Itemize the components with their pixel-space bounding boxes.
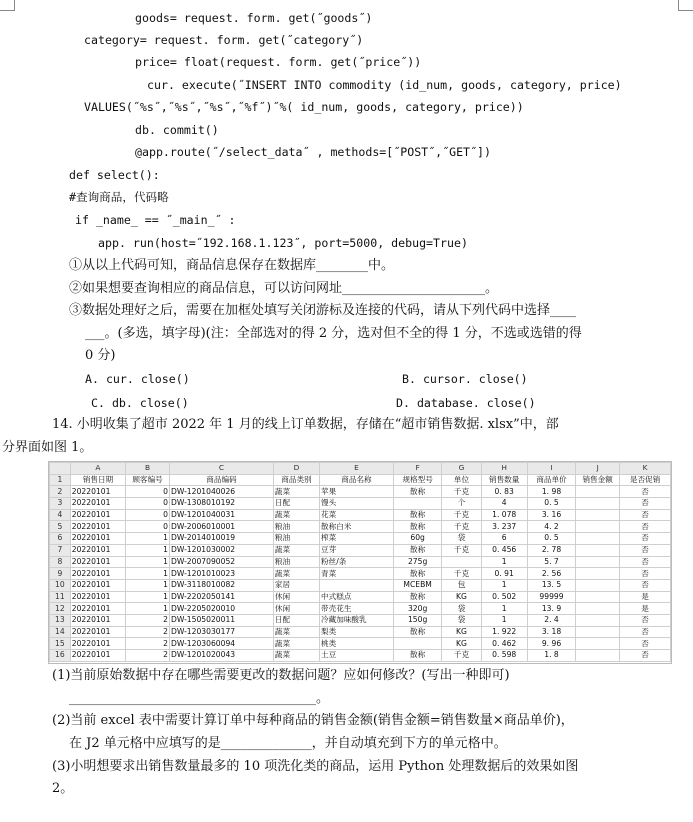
row-number: 3 xyxy=(50,498,71,510)
column-header: J xyxy=(576,463,620,475)
code-line-def-select: def select(): xyxy=(69,168,160,182)
table-cell: 9. 96 xyxy=(527,638,575,650)
table-cell xyxy=(576,486,620,498)
table-cell: 销售数量 xyxy=(481,474,527,486)
table-cell: 1 xyxy=(481,614,527,626)
table-cell: 是否促销 xyxy=(620,474,671,486)
table-cell: 20220101 xyxy=(70,509,125,521)
table-cell: 梨类 xyxy=(320,626,394,638)
table-cell: 青菜 xyxy=(320,568,394,580)
table-cell: 0. 502 xyxy=(481,591,527,603)
table-cell: 0. 598 xyxy=(481,650,527,662)
table-cell: 1 xyxy=(481,603,527,615)
table-cell: 否 xyxy=(620,556,671,568)
table-cell: DW-2205020010 xyxy=(170,603,274,615)
table-cell: 千克 xyxy=(442,544,481,556)
table-cell: 蔬菜 xyxy=(273,544,319,556)
table-cell: 单位 xyxy=(442,474,481,486)
table-cell: 0. 91 xyxy=(481,568,527,580)
table-cell xyxy=(576,544,620,556)
table-cell: 60g xyxy=(393,533,441,545)
row-number: 6 xyxy=(50,533,71,545)
option-b: B. cursor. close() xyxy=(402,372,528,386)
table-cell: 否 xyxy=(620,626,671,638)
table-row xyxy=(50,638,671,650)
code-line-route: @app.route(˝/select_data˝ , methods=[˝POST˝,˝GET˝]) xyxy=(135,145,491,159)
table-cell xyxy=(576,556,620,568)
table-cell: 2 xyxy=(126,626,170,638)
table-cell: 土豆 xyxy=(320,650,394,662)
page-corner-mark-left xyxy=(0,0,15,11)
table-cell: 2. 56 xyxy=(527,568,575,580)
table-cell: 275g xyxy=(393,556,441,568)
table-cell: 散称 xyxy=(393,650,441,662)
table-cell xyxy=(576,591,620,603)
table-cell: 20220101 xyxy=(70,533,125,545)
column-header: I xyxy=(527,463,575,475)
table-cell: 散称 xyxy=(393,568,441,580)
table-cell xyxy=(576,650,620,662)
table-cell: 蔬菜 xyxy=(273,638,319,650)
table-cell: 粮油 xyxy=(273,533,319,545)
table-cell xyxy=(576,638,620,650)
table-row xyxy=(50,498,671,510)
table-cell: 1 xyxy=(126,603,170,615)
table-cell: 2 xyxy=(126,650,170,662)
table-cell: 1. 98 xyxy=(527,486,575,498)
table-cell: 散称 xyxy=(393,626,441,638)
table-cell: 花菜 xyxy=(320,509,394,521)
column-header: B xyxy=(126,463,170,475)
table-cell: 0 xyxy=(126,498,170,510)
header-row xyxy=(50,474,671,486)
table-cell: 冷藏加味酸乳 xyxy=(320,614,394,626)
table-cell: 袋 xyxy=(442,614,481,626)
table-cell: DW-2007090052 xyxy=(170,556,274,568)
table-cell: 否 xyxy=(620,614,671,626)
table-cell: 0. 462 xyxy=(481,638,527,650)
table-cell: 休闲 xyxy=(273,603,319,615)
table-cell: 休闲 xyxy=(273,591,319,603)
table-cell: 20220101 xyxy=(70,568,125,580)
table-cell: DW-3118010082 xyxy=(170,579,274,591)
table-cell: 散称 xyxy=(393,521,441,533)
question-14-part-3-line-2: 2。 xyxy=(52,781,74,796)
table-cell: DW-1308010192 xyxy=(170,498,274,510)
table-cell: 3. 16 xyxy=(527,509,575,521)
table-cell xyxy=(576,533,620,545)
table-cell: 蔬菜 xyxy=(273,650,319,662)
table-row xyxy=(50,556,671,568)
table-cell: 销售金额 xyxy=(576,474,620,486)
table-cell xyxy=(576,521,620,533)
table-cell xyxy=(393,498,441,510)
table-cell: 散称 xyxy=(393,591,441,603)
table-cell: 桃类 xyxy=(320,638,394,650)
table-cell: 散称 xyxy=(393,509,441,521)
table-cell: DW-1203060094 xyxy=(170,638,274,650)
row-number: 13 xyxy=(50,614,71,626)
row-number: 1 xyxy=(50,474,71,486)
table-cell: 袋 xyxy=(442,533,481,545)
table-cell: 商品编码 xyxy=(170,474,274,486)
table-cell: 馒头 xyxy=(320,498,394,510)
table-cell: 是 xyxy=(620,603,671,615)
table-row xyxy=(50,650,671,662)
row-number: 4 xyxy=(50,509,71,521)
table-cell: DW-2202050141 xyxy=(170,591,274,603)
table-cell: 3. 237 xyxy=(481,521,527,533)
table-cell: 20220101 xyxy=(70,556,125,568)
table-cell: 1 xyxy=(126,579,170,591)
table-cell: 包 xyxy=(442,579,481,591)
question-14-part-1-answer-blank: ______________________________________。 xyxy=(69,691,329,706)
code-line-goods: goods= request. form. get(˝goods˝) xyxy=(135,11,373,25)
table-row xyxy=(50,579,671,591)
table-cell: 袋 xyxy=(442,603,481,615)
table-cell: 销售日期 xyxy=(70,474,125,486)
table-cell: 2 xyxy=(126,614,170,626)
question-13-item-3-line-1: ③数据处理好之后，需要在加框处填写关闭游标及连接的代码，请从下列代码中选择____ xyxy=(69,303,577,318)
table-cell: 商品单价 xyxy=(527,474,575,486)
table-cell: 0 xyxy=(126,509,170,521)
option-a: A. cur. close() xyxy=(85,372,190,386)
table-cell: 1. 8 xyxy=(527,650,575,662)
column-header: G xyxy=(442,463,481,475)
table-cell: 是 xyxy=(620,591,671,603)
table-cell: 中式糕点 xyxy=(320,591,394,603)
table-cell: 1 xyxy=(126,556,170,568)
table-cell: 粉丝/条 xyxy=(320,556,394,568)
question-13-item-3-line-2: ___。(多选，填字母)(注：全部选对的得 2 分，选对但不全的得 1 分，不选或选错的得 xyxy=(85,326,582,341)
table-cell: 千克 xyxy=(442,521,481,533)
table-cell: DW-1201040031 xyxy=(170,509,274,521)
table-cell: 320g xyxy=(393,603,441,615)
table-cell: 苹果 xyxy=(320,486,394,498)
table-row xyxy=(50,603,671,615)
table-cell xyxy=(576,626,620,638)
table-cell: 6 xyxy=(481,533,527,545)
table-cell: 0. 83 xyxy=(481,486,527,498)
table-cell: 否 xyxy=(620,579,671,591)
table-cell: 20220101 xyxy=(70,603,125,615)
table-cell: 散称 xyxy=(393,486,441,498)
table-cell: KG xyxy=(442,591,481,603)
table-cell xyxy=(393,638,441,650)
table-cell: 0. 5 xyxy=(527,533,575,545)
table-cell: DW-1505020011 xyxy=(170,614,274,626)
table-cell: 1 xyxy=(481,579,527,591)
code-line-values: VALUES(˝%s˝,˝%s˝,˝%s˝,˝%f˝)˝%( id_num, goods, category, price)) xyxy=(84,100,524,114)
table-cell: 20220101 xyxy=(70,591,125,603)
table-cell: 个 xyxy=(442,498,481,510)
table-cell: DW-2014010019 xyxy=(170,533,274,545)
row-number: 14 xyxy=(50,626,71,638)
table-row xyxy=(50,509,671,521)
table-cell: 蔬菜 xyxy=(273,626,319,638)
table-cell xyxy=(576,603,620,615)
table-row xyxy=(50,591,671,603)
table-cell: 蔬菜 xyxy=(273,509,319,521)
table-cell: 千克 xyxy=(442,509,481,521)
option-d: D. database. close() xyxy=(396,396,536,410)
question-13-item-2: ②如果想要查询相应的商品信息，可以访问网址______________________。 xyxy=(69,281,499,296)
table-cell: 4. 2 xyxy=(527,521,575,533)
option-c: C. db. close() xyxy=(91,396,189,410)
table-cell: 1 xyxy=(126,544,170,556)
table-cell xyxy=(576,498,620,510)
table-cell: KG xyxy=(442,626,481,638)
table-cell: 否 xyxy=(620,544,671,556)
question-14-intro-line-2: 分界面如图 1。 xyxy=(2,440,93,455)
table-cell: 否 xyxy=(620,509,671,521)
table-cell xyxy=(576,579,620,591)
table-cell: 2 xyxy=(126,638,170,650)
table-cell: 1. 922 xyxy=(481,626,527,638)
table-cell: 千克 xyxy=(442,486,481,498)
table-row xyxy=(50,626,671,638)
question-14-part-2-line-1: (2)当前 excel 表中需要计算订单中每种商品的销售金额(销售金额=销售数量×商品单价)， xyxy=(52,713,574,728)
table-cell: 榨菜 xyxy=(320,533,394,545)
table-cell: 千克 xyxy=(442,650,481,662)
row-number: 8 xyxy=(50,556,71,568)
table-cell: 否 xyxy=(620,638,671,650)
table-cell: DW-2006010001 xyxy=(170,521,274,533)
code-line-category: category= request. form. get(˝category˝) xyxy=(84,33,364,47)
question-13-item-3-line-3: 0 分) xyxy=(85,348,116,363)
table-row xyxy=(50,544,671,556)
table-cell: 否 xyxy=(620,650,671,662)
table-cell: 0 xyxy=(126,486,170,498)
question-13-item-1: ①从以上代码可知，商品信息保存在数据库________中。 xyxy=(69,258,395,273)
table-cell: 蔬菜 xyxy=(273,568,319,580)
table-cell xyxy=(576,509,620,521)
table-cell: 1 xyxy=(481,556,527,568)
table-cell: 20220101 xyxy=(70,498,125,510)
question-14-part-2-line-2: 在 J2 单元格中应填写的是______________，并自动填充到下方的单元格中。 xyxy=(69,736,507,751)
column-header: K xyxy=(620,463,671,475)
row-number: 15 xyxy=(50,638,71,650)
table-cell: 13. 9 xyxy=(527,603,575,615)
row-number: 11 xyxy=(50,591,71,603)
table-cell: 3. 18 xyxy=(527,626,575,638)
table-cell: 商品名称 xyxy=(320,474,394,486)
page-corner-mark-right xyxy=(678,0,693,11)
table-row xyxy=(50,568,671,580)
row-number: 10 xyxy=(50,579,71,591)
table-cell: MCEBM xyxy=(393,579,441,591)
table-row xyxy=(50,533,671,545)
row-number: 5 xyxy=(50,521,71,533)
table-cell: 0. 456 xyxy=(481,544,527,556)
table-cell: 99999 xyxy=(527,591,575,603)
code-line-comment: #查询商品，代码略 xyxy=(69,190,169,204)
table-cell: 粮油 xyxy=(273,556,319,568)
column-header: H xyxy=(481,463,527,475)
table-cell: 2. 78 xyxy=(527,544,575,556)
table-cell: 1 xyxy=(126,568,170,580)
table-cell: DW-1201020043 xyxy=(170,650,274,662)
question-14-part-3-line-1: (3)小明想要求出销售数量最多的 10 项洗化类的商品，运用 Python 处理数据后的效果如图 xyxy=(52,759,579,774)
table-cell: 0. 5 xyxy=(527,498,575,510)
spreadsheet-table xyxy=(49,462,671,662)
table-cell: 否 xyxy=(620,498,671,510)
row-number: 2 xyxy=(50,486,71,498)
table-cell: 20220101 xyxy=(70,579,125,591)
code-line-if-main: if _name_ == ˝_main_˝ : xyxy=(75,213,236,227)
table-cell: 20220101 xyxy=(70,521,125,533)
column-header: D xyxy=(273,463,319,475)
table-cell: 1. 078 xyxy=(481,509,527,521)
table-cell: 粮油 xyxy=(273,521,319,533)
table-cell: 规格型号 xyxy=(393,474,441,486)
column-header: C xyxy=(170,463,274,475)
table-cell: DW-1201010023 xyxy=(170,568,274,580)
table-cell: 否 xyxy=(620,568,671,580)
table-cell: 2. 4 xyxy=(527,614,575,626)
table-row xyxy=(50,486,671,498)
table-row xyxy=(50,521,671,533)
table-cell: 20220101 xyxy=(70,626,125,638)
table-cell: 20220101 xyxy=(70,486,125,498)
table-cell: 20220101 xyxy=(70,544,125,556)
table-cell xyxy=(442,556,481,568)
table-cell: DW-1201040026 xyxy=(170,486,274,498)
table-cell xyxy=(576,614,620,626)
code-line-price: price= float(request. form. get(˝price˝)) xyxy=(135,55,422,69)
column-header-row xyxy=(50,463,671,475)
table-cell: DW-1201030002 xyxy=(170,544,274,556)
table-cell: 家居 xyxy=(273,579,319,591)
table-cell: 日配 xyxy=(273,614,319,626)
row-number: 9 xyxy=(50,568,71,580)
table-cell: 5. 7 xyxy=(527,556,575,568)
table-cell: 20220101 xyxy=(70,650,125,662)
question-14-part-1-line-1: (1)当前原始数据中存在哪些需要更改的数据问题？应如何修改？(写出一种即可) xyxy=(52,668,510,683)
table-cell: 散称 xyxy=(393,544,441,556)
table-cell: 散称白米 xyxy=(320,521,394,533)
row-number: 12 xyxy=(50,603,71,615)
question-14-intro-line-1: 14. 小明收集了超市 2022 年 1 月的线上订单数据，存储在“超市销售数据. xlsx”中，部 xyxy=(52,417,559,432)
column-header: A xyxy=(70,463,125,475)
column-header: F xyxy=(393,463,441,475)
table-cell: 20220101 xyxy=(70,638,125,650)
table-cell: 千克 xyxy=(442,568,481,580)
table-cell: 顾客编号 xyxy=(126,474,170,486)
table-cell: 13. 5 xyxy=(527,579,575,591)
spreadsheet-figure-1 xyxy=(48,461,672,664)
table-cell: 蔬菜 xyxy=(273,486,319,498)
table-cell: KG xyxy=(442,638,481,650)
row-number: 16 xyxy=(50,650,71,662)
table-cell xyxy=(576,568,620,580)
table-cell: 否 xyxy=(620,533,671,545)
table-cell: 20220101 xyxy=(70,614,125,626)
table-cell: 带壳花生 xyxy=(320,603,394,615)
table-cell: 1 xyxy=(126,591,170,603)
table-cell: 否 xyxy=(620,521,671,533)
table-cell: 4 xyxy=(481,498,527,510)
table-cell: DW-1203030177 xyxy=(170,626,274,638)
table-cell: 150g xyxy=(393,614,441,626)
table-cell: 否 xyxy=(620,486,671,498)
table-cell: 0 xyxy=(126,521,170,533)
row-number: 7 xyxy=(50,544,71,556)
table-cell: 日配 xyxy=(273,498,319,510)
code-line-app-run: app. run(host=˝192.168.1.123˝, port=5000, debug=True) xyxy=(98,236,468,250)
column-header xyxy=(50,463,71,475)
code-line-execute: cur. execute(˝INSERT INTO commodity (id_num, goods, category, price) xyxy=(147,78,622,92)
column-header: E xyxy=(320,463,394,475)
table-row xyxy=(50,614,671,626)
table-cell: 1 xyxy=(126,533,170,545)
table-cell: 豆芽 xyxy=(320,544,394,556)
code-line-commit: db. commit() xyxy=(135,123,219,137)
table-cell: 商品类别 xyxy=(273,474,319,486)
table-cell xyxy=(320,579,394,591)
